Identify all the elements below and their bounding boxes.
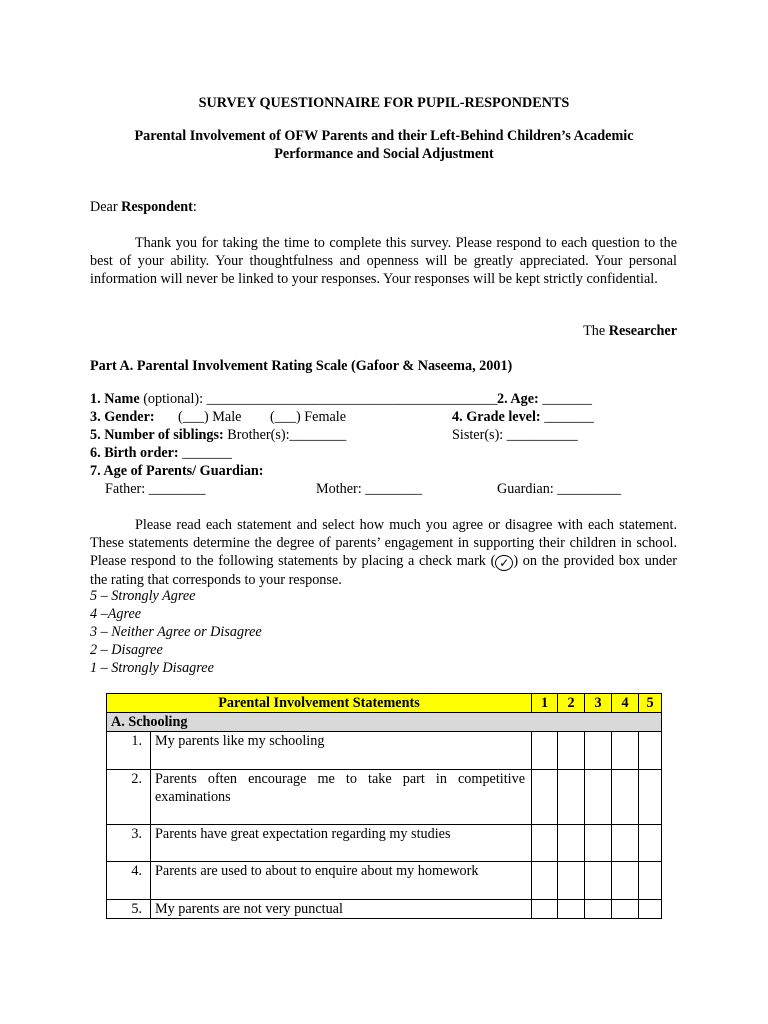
part-a-heading: Part A. Parental Involvement Rating Scale (Gafoor & Naseema, 2001) <box>90 358 513 374</box>
mother-age-blank[interactable]: Mother: ________ <box>316 481 423 497</box>
rating-box-4[interactable] <box>612 825 639 862</box>
rating-box-4[interactable] <box>612 732 639 770</box>
signoff-prefix: The <box>583 323 609 339</box>
grade-level-field[interactable] <box>452 408 594 426</box>
rating-box-4[interactable] <box>612 862 639 900</box>
survey-subtitle-line-2: Performance and Social Adjustment <box>274 146 494 162</box>
instructions <box>90 516 677 589</box>
age-field[interactable] <box>497 390 592 408</box>
row-statement: Parents often encourage me to take part in competitive examinations <box>151 770 532 825</box>
rating-box-4[interactable] <box>612 770 639 825</box>
parents-age-label: 7. Age of Parents/ Guardian: <box>90 463 264 479</box>
row-number: 5. <box>107 900 151 919</box>
section-label: A. Schooling <box>107 713 662 732</box>
rating-header-1: 1 <box>532 694 558 713</box>
table-row <box>107 862 662 900</box>
female-option[interactable]: (___) Female <box>270 409 347 425</box>
row-statement: My parents are not very punctual <box>151 900 532 919</box>
scale-item-4: 4 –Agree <box>90 606 142 622</box>
scale-item-5: 5 – Strongly Agree <box>90 588 196 604</box>
row-statement: Parents have great expectation regarding my studies <box>151 825 532 862</box>
birth-order-blank[interactable]: _______ <box>178 445 232 461</box>
rating-box-5[interactable] <box>639 732 662 770</box>
age-label: 2. Age: <box>497 391 539 407</box>
sisters-blank[interactable]: Sister(s): __________ <box>452 427 578 443</box>
table-row <box>107 732 662 770</box>
row-statement: My parents like my schooling <box>151 732 532 770</box>
grade-level-label: 4. Grade level: <box>452 409 541 425</box>
rating-box-3[interactable] <box>585 862 612 900</box>
survey-subtitle-line-1: Parental Involvement of OFW Parents and their Left-Behind Children’s Academic <box>134 128 634 144</box>
salutation-name: Respondent <box>121 199 193 215</box>
male-option[interactable]: (___) Male <box>178 409 242 425</box>
salutation <box>90 198 197 216</box>
rating-header-4: 4 <box>612 694 639 713</box>
rating-box-2[interactable] <box>558 825 585 862</box>
siblings-field[interactable] <box>90 426 346 444</box>
rating-box-5[interactable] <box>639 862 662 900</box>
rating-box-1[interactable] <box>532 825 558 862</box>
rating-box-1[interactable] <box>532 900 558 919</box>
table-header-row <box>107 694 662 713</box>
birth-order-field[interactable] <box>90 444 232 462</box>
rating-box-2[interactable] <box>558 770 585 825</box>
row-number: 2. <box>107 770 151 825</box>
row-number: 3. <box>107 825 151 862</box>
name-blank[interactable]: _________________________________________ <box>206 391 498 407</box>
table-row <box>107 770 662 825</box>
scale-item-2: 2 – Disagree <box>90 642 163 658</box>
row-number: 4. <box>107 862 151 900</box>
rating-box-3[interactable] <box>585 825 612 862</box>
signoff-name: Researcher <box>608 323 677 339</box>
rating-box-5[interactable] <box>639 770 662 825</box>
rating-box-1[interactable] <box>532 862 558 900</box>
rating-box-3[interactable] <box>585 900 612 919</box>
row-number: 1. <box>107 732 151 770</box>
grade-level-blank[interactable]: _______ <box>540 409 594 425</box>
statements-header: Parental Involvement Statements <box>107 694 532 713</box>
birth-order-label: 6. Birth order: <box>90 445 179 461</box>
name-label: 1. Name <box>90 391 140 407</box>
rating-header-5: 5 <box>639 694 662 713</box>
rating-box-4[interactable] <box>612 900 639 919</box>
scale-item-1: 1 – Strongly Disagree <box>90 660 214 676</box>
check-mark-icon: ✓ <box>495 555 513 571</box>
name-field[interactable] <box>90 390 497 408</box>
brothers-blank[interactable]: Brother(s):________ <box>223 427 347 443</box>
involvement-table <box>106 693 662 919</box>
rating-box-2[interactable] <box>558 900 585 919</box>
rating-box-5[interactable] <box>639 900 662 919</box>
name-note: (optional): <box>139 391 207 407</box>
row-statement: Parents are used to about to enquire about my homework <box>151 862 532 900</box>
rating-box-1[interactable] <box>532 732 558 770</box>
letter-body <box>90 234 677 288</box>
father-age-blank[interactable]: Father: ________ <box>105 481 206 497</box>
letter-body-text: Thank you for taking the time to complete this survey. Please respond to each question to the best of your ability. Your thoughtfulness and openness will be greatly appreciated. Your personal information will never be linked to your responses. Your responses will be kept strictly confidential. <box>90 235 677 287</box>
signoff <box>583 322 677 340</box>
age-blank[interactable]: _______ <box>538 391 592 407</box>
rating-box-1[interactable] <box>532 770 558 825</box>
section-row <box>107 713 662 732</box>
rating-box-2[interactable] <box>558 732 585 770</box>
salutation-suffix: : <box>192 199 197 215</box>
table-row <box>107 900 662 919</box>
survey-title: SURVEY QUESTIONNAIRE FOR PUPIL-RESPONDENTS <box>198 95 570 111</box>
instructions-text-before: Please read each statement and select how much you agree or disagree with each statement. These statements determine the degree of parents’ engagement in supporting their children in school. Please respond to the following statements by placing a check mark ( <box>90 517 677 569</box>
scale-item-3: 3 – Neither Agree or Disagree <box>90 624 262 640</box>
rating-box-3[interactable] <box>585 732 612 770</box>
instructions-text-after: ) on the provided box under the rating that corresponds to your response. <box>90 553 677 588</box>
siblings-label: 5. Number of siblings: <box>90 427 224 443</box>
rating-header-2: 2 <box>558 694 585 713</box>
rating-box-3[interactable] <box>585 770 612 825</box>
table-row <box>107 825 662 862</box>
rating-box-2[interactable] <box>558 862 585 900</box>
salutation-prefix: Dear <box>90 199 122 215</box>
gender-label: 3. Gender: <box>90 409 155 425</box>
guardian-age-blank[interactable]: Guardian: _________ <box>497 481 622 497</box>
rating-header-3: 3 <box>585 694 612 713</box>
rating-box-5[interactable] <box>639 825 662 862</box>
